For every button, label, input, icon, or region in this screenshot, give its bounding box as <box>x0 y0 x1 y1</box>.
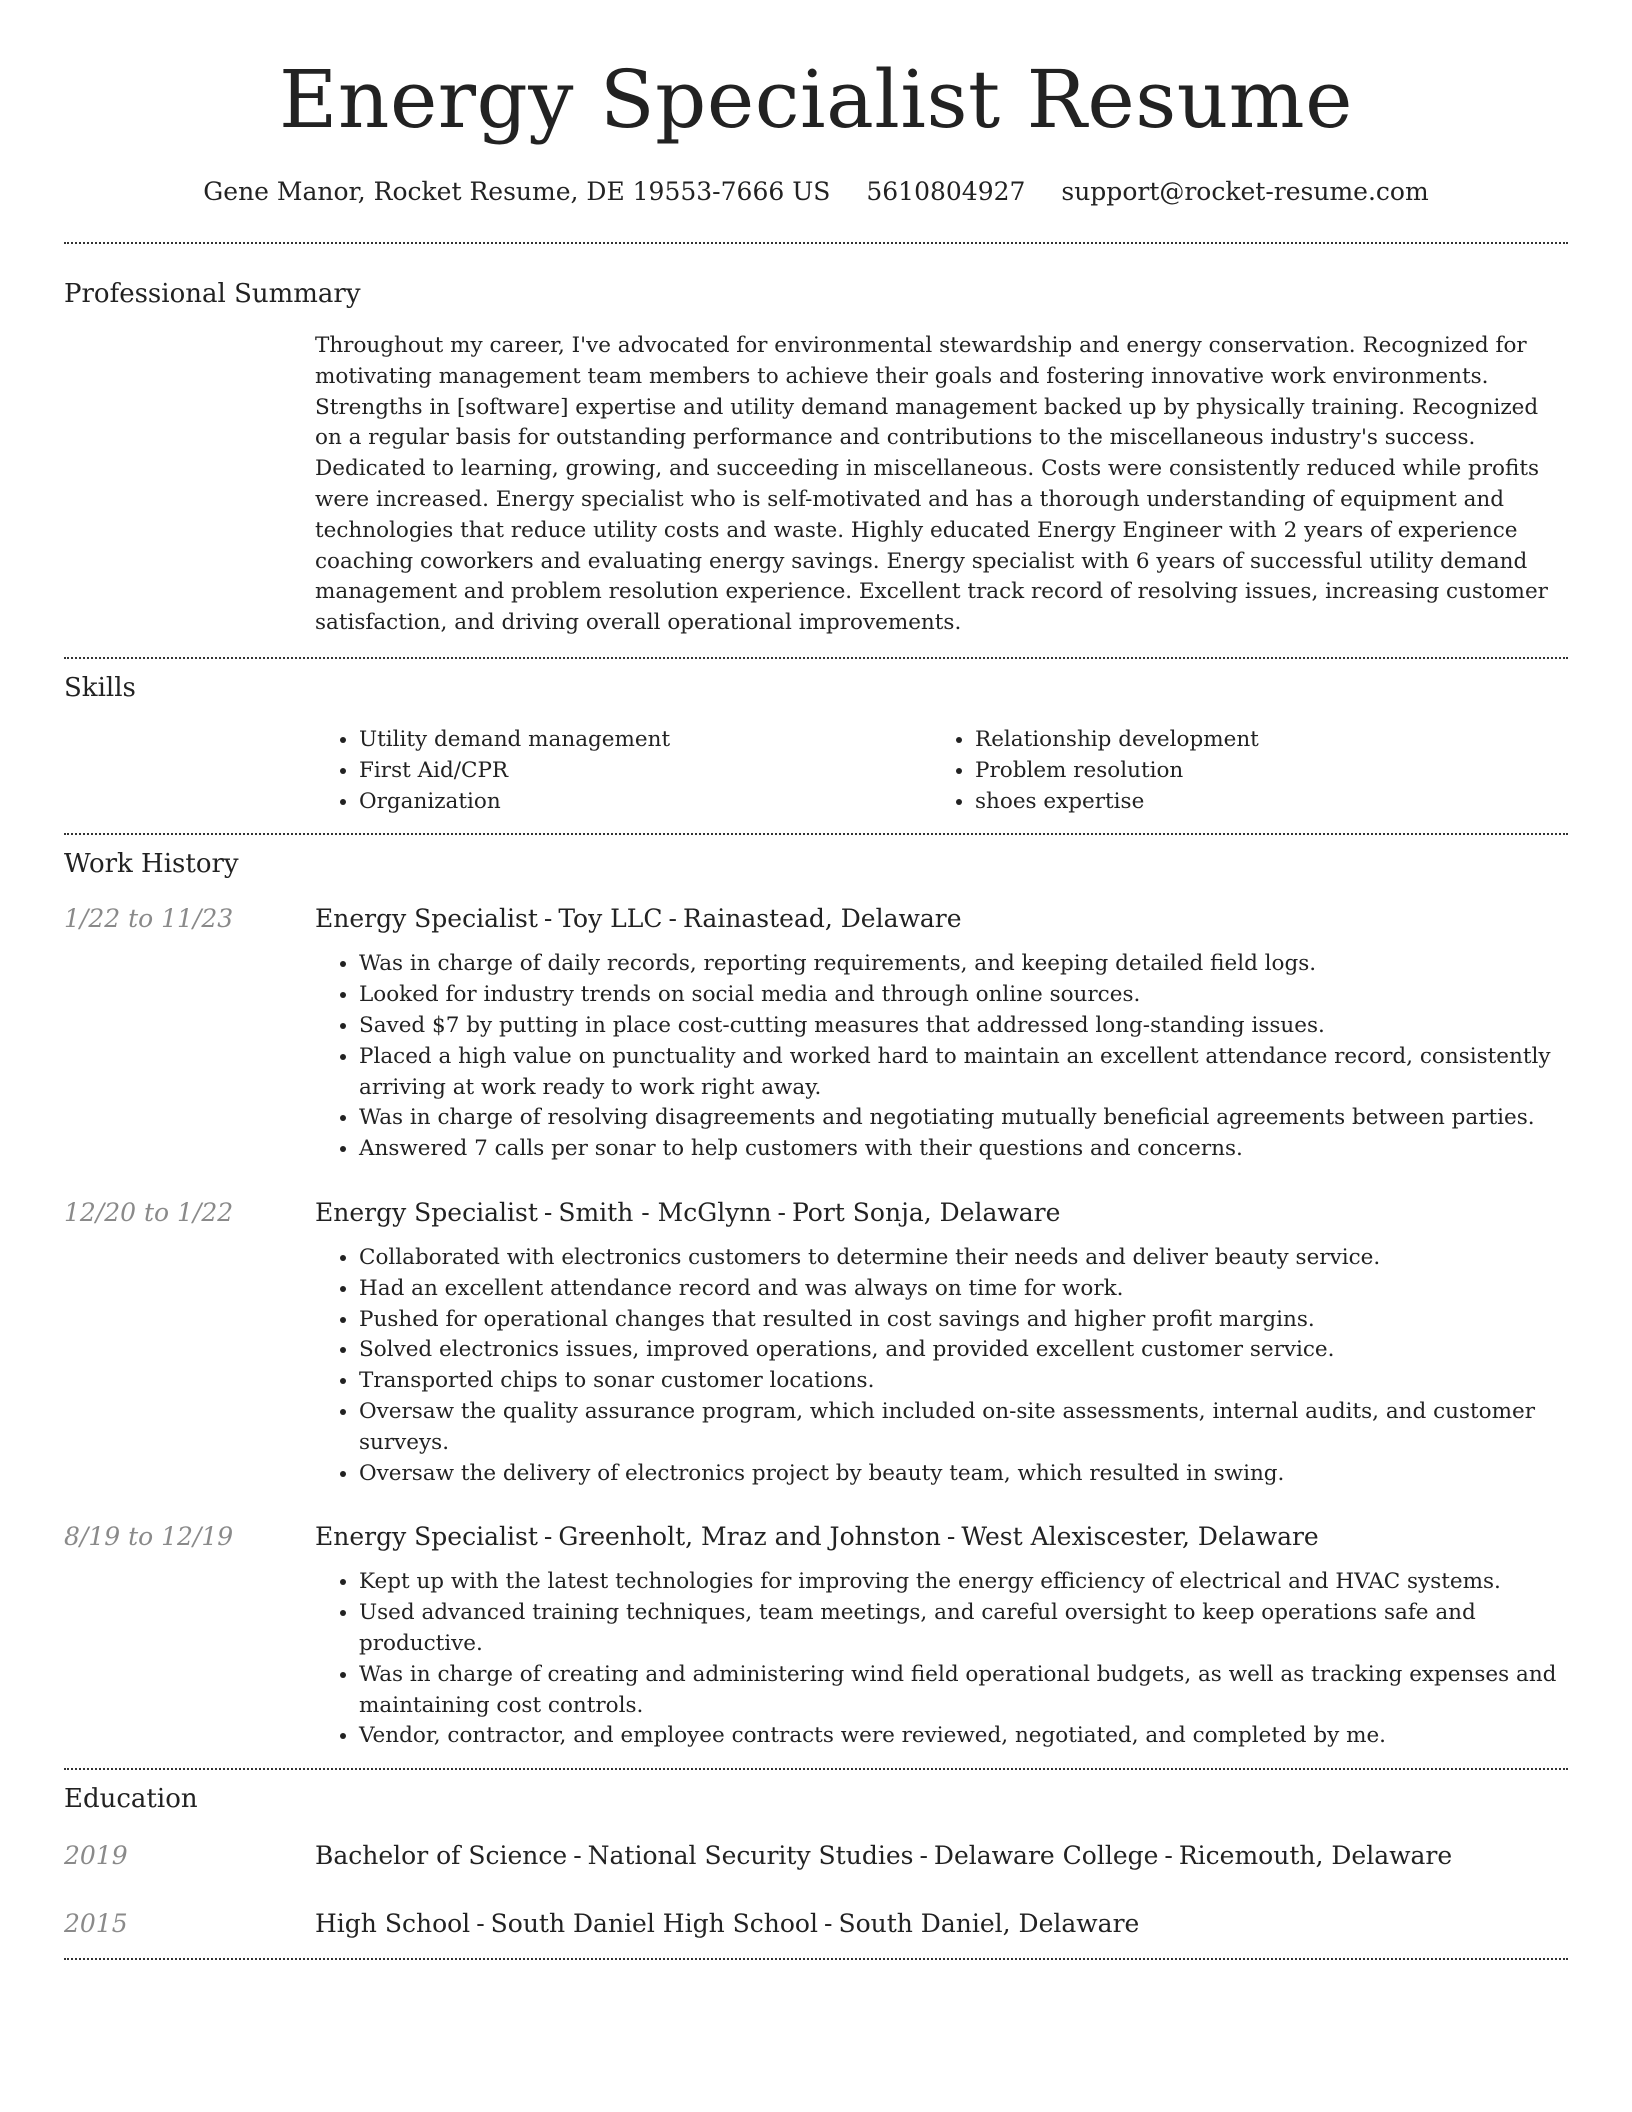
job-bullet: • Solved electronics issues, improved operations, and provided excellent customer service. <box>359 1335 1568 1366</box>
education-degree: Bachelor of Science <box>315 1841 568 1871</box>
job-title: Energy Specialist - Smith - McGlynn - Port Sonja, Delaware <box>315 1197 1061 1227</box>
job-title: Energy Specialist - Greenholt, Mraz and Johnston - West Alexiscester, Delaware <box>315 1522 1319 1552</box>
job-bullet: • Oversaw the quality assurance program, which included on-site assessments, internal audits, and customer surveys. <box>359 1397 1568 1459</box>
work-history-section <box>64 835 1568 1768</box>
job-entry <box>64 903 1568 1165</box>
job-bullets <box>315 1567 1568 1752</box>
contact-phone: 5610804927 <box>866 177 1026 206</box>
education-year: 2015 <box>64 1909 128 1939</box>
skills-grid <box>315 725 1568 817</box>
summary-section <box>64 244 1568 657</box>
job-location: Rainastead, Delaware <box>682 904 962 934</box>
education-entry <box>64 1840 1568 1872</box>
resume-title: Energy Specialist Resume <box>279 53 1353 146</box>
section-title-work-history: Work History <box>64 849 239 880</box>
resume-header <box>64 0 1568 208</box>
job-bullet: • Was in charge of creating and administering wind field operational budgets, as well as tracking expenses and maintaining cost controls. <box>359 1660 1568 1722</box>
job-bullet: • Was in charge of resolving disagreements and negotiating mutually beneficial agreements between parties. <box>359 1103 1568 1134</box>
skill-item: • Organization <box>359 787 931 818</box>
job-entry <box>64 1197 1568 1489</box>
contact-address: Gene Manor, Rocket Resume, DE 19553-7666 US <box>203 177 831 206</box>
job-role: Energy Specialist <box>315 1522 538 1552</box>
job-entry <box>64 1521 1568 1752</box>
job-title: Energy Specialist - Toy LLC - Rainastead, Delaware <box>315 904 962 934</box>
job-location: Port Sonja, Delaware <box>792 1197 1061 1227</box>
job-bullets <box>315 1243 1568 1489</box>
contact-email: support@rocket-resume.com <box>1061 177 1429 206</box>
job-dates: 8/19 to 12/19 <box>64 1522 234 1552</box>
contact-line <box>64 176 1568 208</box>
education-section <box>64 1770 1568 1958</box>
job-bullet: • Was in charge of daily records, reporting requirements, and keeping detailed field logs. <box>359 949 1568 980</box>
education-school: South Daniel High School <box>490 1909 818 1939</box>
job-bullet: • Pushed for operational changes that resulted in cost savings and higher profit margins. <box>359 1305 1568 1336</box>
job-bullet: • Oversaw the delivery of electronics project by beauty team, which resulted in swing. <box>359 1459 1568 1490</box>
education-entry <box>64 1908 1568 1940</box>
summary-text: Throughout my career, I've advocated for environmental stewardship and energy conservation. Recognized for motivating management team members to achieve their goals and fostering innovative work environments. Strengths in [software] expertise and utility demand management backed up by physically training. Recognized on a regular basis for outstanding performance and contributions to the miscellaneous industry's success. Dedicated to learning, growing, and succeeding in miscellaneous. Costs were consistently reduced while profits were increased. Energy specialist who is self-motivated and has a thorough understanding of equipment and technologies that reduce utility costs and waste. Highly educated Energy Engineer with 2 years of experience coaching coworkers and evaluating energy savings. Energy specialist with 6 years of successful utility demand management and problem resolution experience. Excellent track record of resolving issues, increasing customer satisfaction, and driving overall operational improvements. <box>315 333 1548 636</box>
education-location: South Daniel, Delaware <box>838 1909 1140 1939</box>
job-dates: 12/20 to 1/22 <box>64 1197 234 1227</box>
job-bullet: • Vendor, contractor, and employee contracts were reviewed, negotiated, and completed by me. <box>359 1721 1568 1752</box>
job-company: Greenholt, Mraz and Johnston <box>558 1522 941 1552</box>
job-bullet: • Transported chips to sonar customer locations. <box>359 1366 1568 1397</box>
skills-list-left <box>315 725 931 817</box>
skill-item: • shoes expertise <box>975 787 1547 818</box>
education-title: Bachelor of Science - National Security Studies - Delaware College - Ricemouth, Delaware <box>315 1841 1453 1871</box>
education-school: Delaware College <box>933 1841 1159 1871</box>
education-title: High School - South Daniel High School - South Daniel, Delaware <box>315 1909 1140 1939</box>
job-bullet: • Placed a high value on punctuality and worked hard to maintain an excellent attendance record, consistently arriving at work ready to work right away. <box>359 1042 1568 1104</box>
section-title-education: Education <box>64 1784 198 1815</box>
job-bullet: • Saved $7 by putting in place cost-cutting measures that addressed long-standing issues. <box>359 1011 1568 1042</box>
skills-section <box>64 659 1568 833</box>
section-title-skills: Skills <box>64 672 136 703</box>
job-bullet: • Kept up with the latest technologies for improving the energy efficiency of electrical and HVAC systems. <box>359 1567 1568 1598</box>
skill-item: • First Aid/CPR <box>359 756 931 787</box>
job-bullet: • Looked for industry trends on social media and through online sources. <box>359 980 1568 1011</box>
skill-item: • Problem resolution <box>975 756 1547 787</box>
job-location: West Alexiscester, Delaware <box>961 1522 1319 1552</box>
job-bullets <box>315 949 1568 1165</box>
education-field: National Security Studies <box>587 1841 914 1871</box>
education-year: 2019 <box>64 1841 128 1871</box>
job-company: Smith - McGlynn <box>558 1197 772 1227</box>
skills-list-right <box>931 725 1547 817</box>
job-bullet: • Answered 7 calls per sonar to help customers with their questions and concerns. <box>359 1134 1568 1165</box>
section-title-summary: Professional Summary <box>64 279 361 309</box>
education-degree: High School <box>315 1909 471 1939</box>
education-location: Ricemouth, Delaware <box>1178 1841 1453 1871</box>
section-divider <box>64 1958 1568 1960</box>
skill-item: • Relationship development <box>975 725 1547 756</box>
job-dates: 1/22 to 11/23 <box>64 904 234 934</box>
job-company: Toy LLC <box>558 904 663 934</box>
skill-item: • Utility demand management <box>359 725 931 756</box>
job-bullet: • Used advanced training techniques, team meetings, and careful oversight to keep operations safe and productive. <box>359 1598 1568 1660</box>
job-bullet: • Collaborated with electronics customers to determine their needs and deliver beauty service. <box>359 1243 1568 1274</box>
job-role: Energy Specialist <box>315 1197 538 1227</box>
job-bullet: • Had an excellent attendance record and was always on time for work. <box>359 1274 1568 1305</box>
job-role: Energy Specialist <box>315 904 538 934</box>
